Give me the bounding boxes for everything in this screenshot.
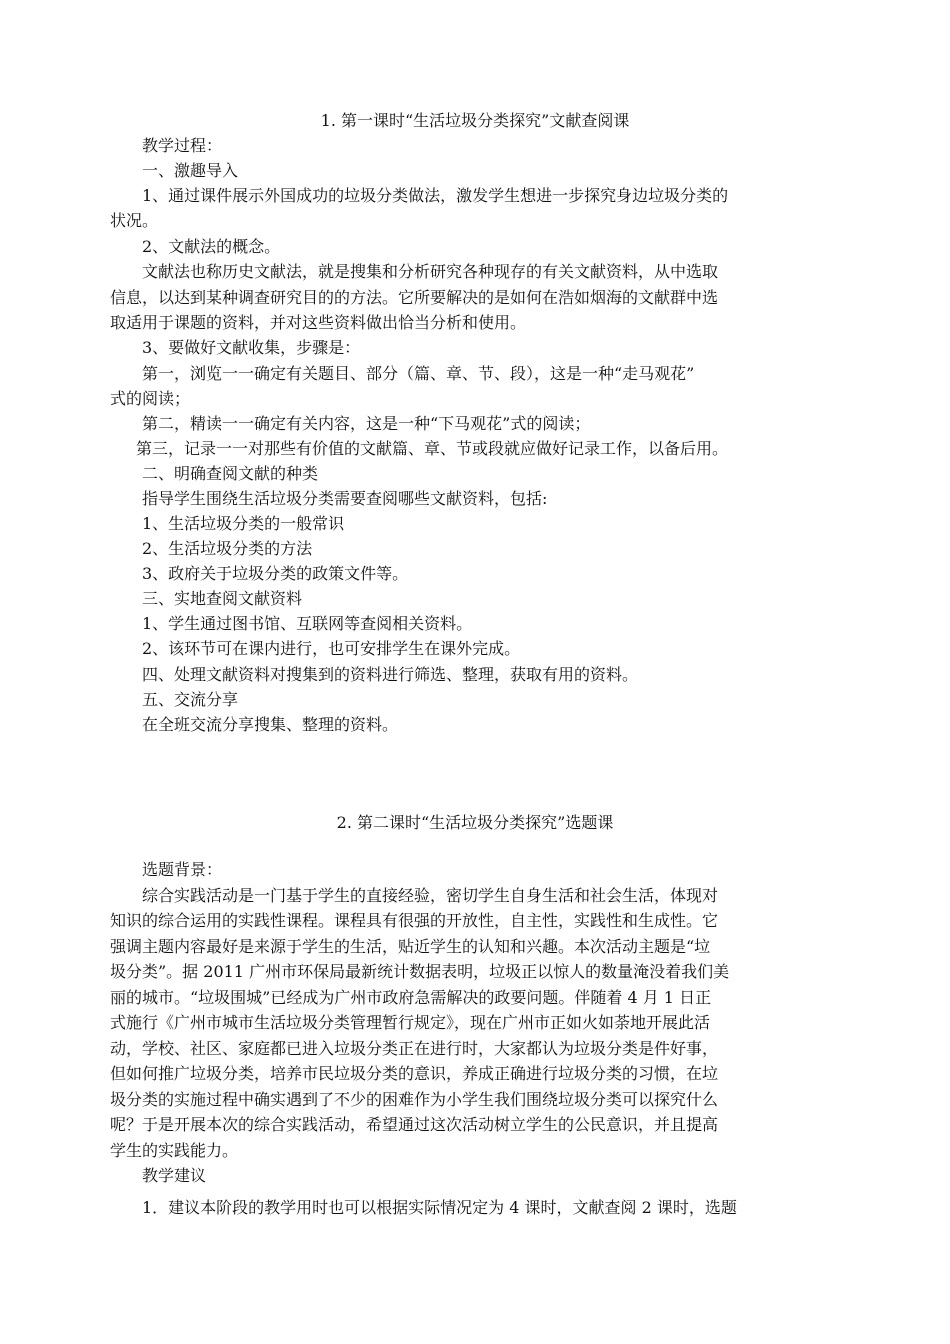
section1-line-8: 取适用于课题的资料，并对这些资料做出恰当分析和使用。 — [110, 313, 527, 332]
section1-line-11: 式的阅读； — [110, 389, 191, 408]
section2-line-13: 教学建议 — [142, 1166, 207, 1185]
section1-line-21: 2、该环节可在课内进行，也可安排学生在课外完成。 — [142, 639, 521, 658]
section2-line-10: 圾分类的实施过程中确实遇到了不少的困难作为小学生我们围绕垃圾分类可以探究什么 — [110, 1090, 719, 1109]
section2-line-8: 动，学校、社区、家庭都已进入垃圾分类正在进行时，大家都认为垃圾分类是件好事， — [110, 1039, 719, 1058]
section2-line-4: 强调主题内容最好是来源于学生的生活，贴近学生的认知和兴趣。本次活动主题是“垃 — [110, 937, 711, 956]
section1-line-10: 第一，浏览一一确定有关题目、部分（篇、章、节、段），这是一种“走马观花” — [142, 364, 695, 383]
section2-line-2: 综合实践活动是一门基于学生的直接经验，密切学生自身生活和社会生活，体现对 — [142, 886, 719, 905]
section2-line-7: 式施行《广州市城市生活垃圾分类管理暂行规定》，现在广州市正如火如荼地开展此活 — [110, 1013, 711, 1032]
section2-line-12: 学生的实践能力。 — [110, 1141, 239, 1160]
section1-line-3: 1、通过课件展示外国成功的垃圾分类做法，激发学生想进一步探究身边垃圾分类的 — [142, 186, 729, 205]
section1-line-15: 指导学生围绕生活垃圾分类需要查阅哪些文献资料，包括: — [142, 489, 548, 508]
section2-line-5: 圾分类”。据 2011 广州市环保局最新统计数据表明，垃圾正以惊人的数量淹没着我们美 — [110, 962, 730, 981]
section1-line-2: 一、激趣导入 — [142, 161, 239, 180]
section1-line-13: 第三，记录一一对那些有价值的文献篇、章、节或段就应做好记录工作，以备后用。 — [136, 439, 729, 458]
section1-line-17: 2、生活垃圾分类的方法 — [142, 539, 313, 558]
section1-line-24: 在全班交流分享搜集、整理的资料。 — [142, 715, 399, 734]
section2-line-3: 知识的综合运用的实践性课程。课程具有很强的开放性，自主性，实践性和生成性。它 — [110, 911, 719, 930]
section1-line-1: 教学过程： — [142, 136, 223, 155]
section1-line-7: 信息，以达到某种调查研究目的的方法。它所要解决的是如何在浩如烟海的文献群中选 — [110, 288, 719, 307]
section1-line-22: 四、处理文献资料对搜集到的资料进行筛选、整理，获取有用的资料。 — [142, 665, 639, 684]
section1-line-9: 3、要做好文献收集，步骤是： — [142, 338, 361, 357]
section1-line-12: 第二，精读一一确定有关内容，这是一种“下马观花”式的阅读； — [142, 414, 591, 433]
section1-line-6: 文献法也称历史文献法，就是搜集和分析研究各种现存的有关文献资料，从中选取 — [142, 262, 719, 281]
section2-line-1: 选题背景： — [142, 860, 223, 879]
section1-line-19: 三、实地查阅文献资料 — [142, 589, 303, 608]
section1-line-16: 1、生活垃圾分类的一般常识 — [142, 514, 345, 533]
section2-title: 2. 第二课时“生活垃圾分类探究”选题课 — [336, 813, 614, 832]
section2-line-6: 丽的城市。“垃圾围城”已经成为广州市政府急需解决的政要问题。伴随着 4 月 1 日正 — [110, 988, 712, 1007]
section2-line-14: 1．建议本阶段的教学用时也可以根据实际情况定为 4 课时，文献查阅 2 课时，选题 — [142, 1198, 737, 1217]
section1-line-23: 五、交流分享 — [142, 690, 239, 709]
section1-line-14: 二、明确查阅文献的种类 — [142, 464, 319, 483]
section1-line-18: 3、政府关于垃圾分类的政策文件等。 — [142, 564, 409, 583]
section1-line-20: 1、学生通过图书馆、互联网等查阅相关资料。 — [142, 614, 473, 633]
section2-line-9: 但如何推广垃圾分类，培养市民垃圾分类的意识，养成正确进行垃圾分类的习惯，在垃 — [110, 1064, 719, 1083]
section2-line-11: 呢？于是开展本次的综合实践活动，希望通过这次活动树立学生的公民意识，并且提高 — [110, 1115, 719, 1134]
section1-line-5: 2、文献法的概念。 — [142, 237, 281, 256]
section1-title: 1. 第一课时“生活垃圾分类探究”文献查阅课 — [320, 111, 630, 130]
section1-line-4: 状况。 — [110, 211, 159, 230]
